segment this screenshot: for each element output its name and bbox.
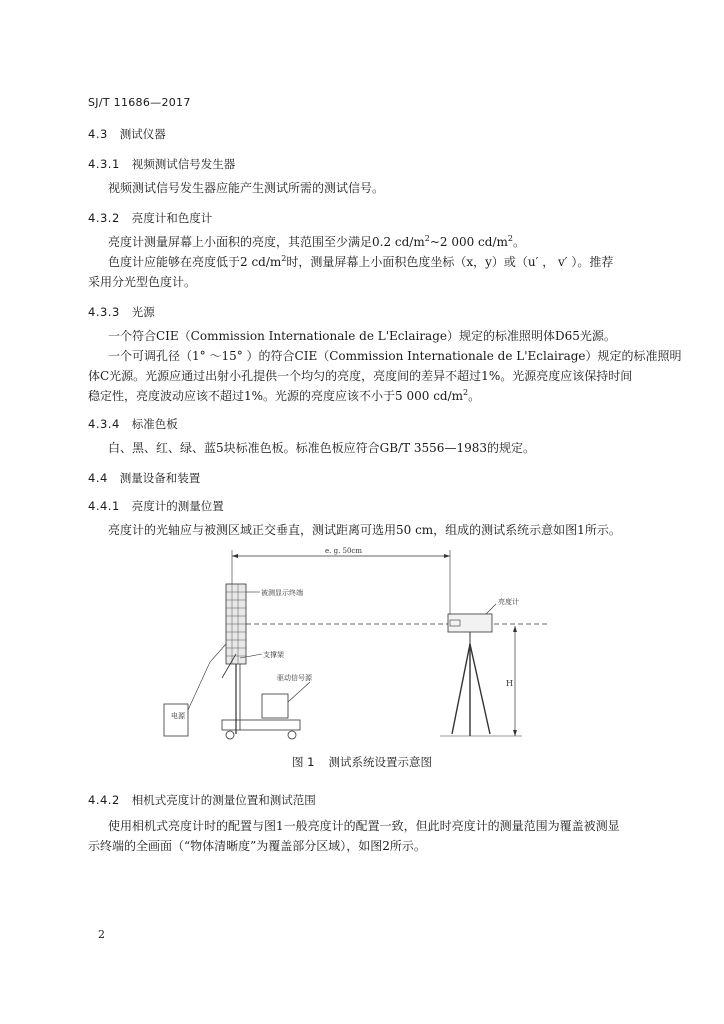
section-title: 相机式亮度计的测量位置和测试范围 [131,793,316,807]
figure-1-diagram [150,544,570,754]
heading-4-4 [88,470,200,486]
section-title: 测量设备和装置 [119,471,201,485]
support-label: 支撑架 [263,651,284,659]
paragraph-4-4-1: 亮度计的光轴应与被测区域正交垂直，测试距离可选用50 cm，组成的测试系统示意如图1所示。 [108,523,621,537]
paragraph-4-3-4: 白、黑、红、绿、蓝5块标准色板。标准色板应符合GB/T 3556—1983的规定。 [108,441,535,455]
text-run: 亮度计测量屏幕上小面积的亮度，其范围至少满足0.2 cd/m [108,235,425,249]
paragraph-4-4-2-line1: 使用相机式亮度计时的配置与图1一般亮度计的配置一致，但此时亮度计的测量范围为覆盖被测显 [108,819,620,833]
heading-4-3-4 [88,416,178,432]
page-number: 2 [98,928,105,941]
section-number: 4.4.1 [88,499,120,513]
paragraph-4-3-3-c-line2: 体C光源。光源应通过出射小孔提供一个均匀的亮度，亮度间的差异不超过1%。光源亮度应该保持时间 [88,369,633,383]
section-number: 4.3.1 [88,157,120,171]
paragraph-4-3-2-luminance [108,232,636,252]
heading-4-4-1 [88,498,224,514]
height-arrow-top [513,626,517,632]
standard-number: SJ/T 11686—2017 [88,96,191,109]
distance-label: e. g. 50cm [325,547,362,555]
section-number: 4.3.3 [88,305,120,319]
meter-leader [486,604,496,614]
paragraph-4-3-1: 视频测试信号发生器应能产生测试所需的测试信号。 [108,181,385,195]
paragraph-4-3-3-c-line1: 一个可调孔径（1° ～15° ）的符合CIE（Commission Internationale de L'Eclairage）规定的标准照明 [108,349,682,363]
wheel-left [226,731,234,739]
wheel-right [288,731,296,739]
text-run: ~2 000 cd/m [429,235,508,249]
text-run: 稳定性，亮度波动应该不超过1%。光源的亮度应该不小于5 000 cd/m [88,389,464,403]
signal-source-box [262,694,288,718]
figure-title: 测试系统设置示意图 [328,755,432,769]
superscript: 2 [507,234,513,243]
power-label: 电源 [171,712,185,720]
paragraph-4-3-3-d65: 一个符合CIE（Commission Internationale de L'Eclairage）规定的标准照明体D65光源。 [108,329,616,343]
section-title: 标准色板 [131,417,178,431]
arrowhead-right [444,554,450,558]
power-supply-box [164,704,188,736]
section-title: 亮度计的测量位置 [131,499,224,513]
tripod-leg-left [452,644,470,734]
paragraph-4-3-2-chroma-line1 [108,252,636,272]
section-number: 4.4 [88,471,108,485]
meter-label: 亮度计 [498,598,519,606]
section-title: 测试仪器 [119,127,166,141]
paragraph-4-4-2-line2: 示终端的全画面（“物体清晰度”为覆盖部分区域），如图2所示。 [88,839,426,853]
superscript: 2 [281,254,287,263]
heading-4-3-1 [88,156,235,172]
superscript: 2 [463,388,469,397]
text-run: 时，测量屏幕上小面积色度坐标（x，y）或（u′ ， v′ ）。推荐 [286,255,614,269]
paragraph-4-3-3-c-line3 [88,386,616,406]
figure-1-caption [0,754,724,770]
figure-number: 图 1 [292,755,315,769]
section-number: 4.3.2 [88,211,120,225]
signal-leader [288,682,310,702]
tripod-leg-right [470,644,490,734]
heading-4-3-3 [88,304,155,320]
power-cable [188,644,226,710]
arrowhead-left [232,554,238,558]
text-run: 。 [512,235,525,249]
base-cart [222,720,300,730]
section-number: 4.3 [88,127,108,141]
section-number: 4.3.4 [88,417,120,431]
section-title: 亮度计和色度计 [131,211,213,225]
heading-4-3 [88,126,166,142]
superscript: 2 [424,234,430,243]
section-number: 4.4.2 [88,793,120,807]
heading-4-3-2 [88,210,212,226]
section-title: 视频测试信号发生器 [131,157,236,171]
signal-label: 驱动信号源 [277,674,312,682]
heading-4-4-2 [88,792,316,808]
height-label: H [506,679,513,688]
meter-head [448,614,492,632]
display-label: 被测显示终端 [261,589,303,597]
section-title: 光源 [131,305,155,319]
text-run: 色度计应能够在亮度低于2 cd/m [108,255,282,269]
height-arrow-bottom [513,730,517,736]
text-run: 。 [468,389,481,403]
paragraph-4-3-2-chroma-line2: 采用分光型色度计。 [88,275,197,289]
